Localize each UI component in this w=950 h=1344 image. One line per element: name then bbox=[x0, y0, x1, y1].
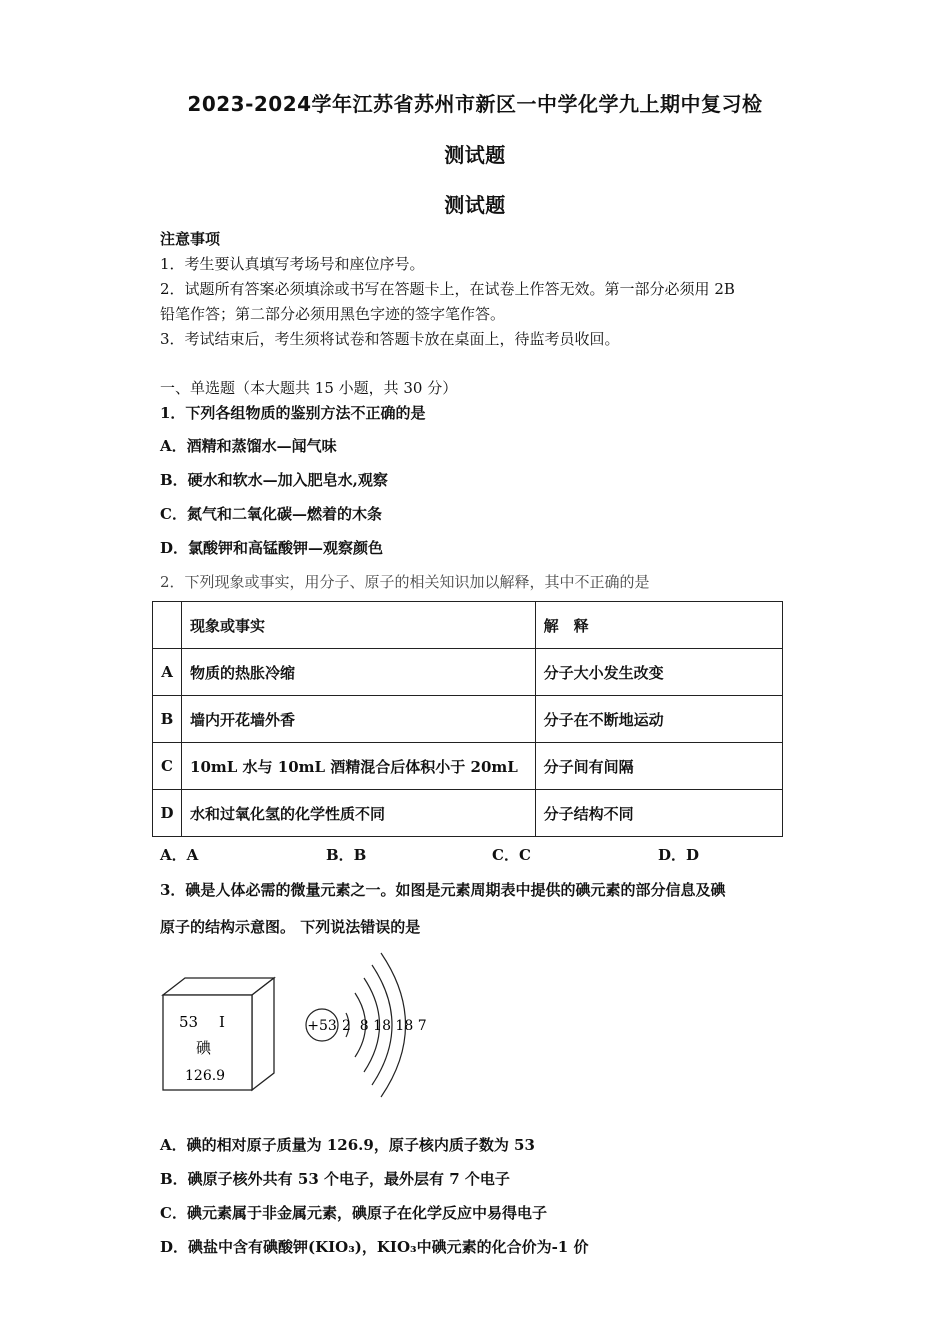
exam-title-line3: 测试题 bbox=[444, 193, 506, 217]
table-row bbox=[153, 696, 783, 743]
table-row bbox=[153, 790, 783, 837]
q3-stem-line1: 3．碘是人体必需的微量元素之一。如图是元素周期表中提供的碘元素的部分信息及碘 bbox=[160, 881, 726, 899]
table-cell: 分子结构不同 bbox=[535, 790, 782, 837]
table-cell: 分子大小发生改变 bbox=[535, 649, 782, 696]
exam-title-line1: 2023-2024学年江苏省苏州市新区一中学化学九上期中复习检 bbox=[187, 92, 763, 116]
shell-electrons: 2 8 18 18 7 bbox=[342, 1018, 427, 1034]
table-cell bbox=[153, 602, 182, 649]
element-name: 碘 bbox=[196, 1039, 212, 1057]
table-cell: 水和过氧化氢的化学性质不同 bbox=[182, 790, 536, 837]
element-cell bbox=[163, 978, 274, 1090]
q1-option-b: B．硬水和软水—加入肥皂水,观察 bbox=[160, 471, 388, 489]
table-cell: 解 释 bbox=[535, 602, 782, 649]
table-cell: D bbox=[153, 790, 182, 837]
atom-structure-diagram bbox=[306, 953, 427, 1097]
q3-stem-line2: 原子的结构示意图。 下列说法错误的是 bbox=[160, 918, 421, 936]
q2-stem: 2．下列现象或事实，用分子、原子的相关知识加以解释，其中不正确的是 bbox=[160, 573, 650, 591]
notice-item-2a: 2．试题所有答案必须填涂或书写在答题卡上，在试卷上作答无效。第一部分必须用 2B bbox=[160, 280, 735, 298]
table-cell: 分子在不断地运动 bbox=[535, 696, 782, 743]
table-header-row bbox=[153, 602, 783, 649]
table-cell: C bbox=[153, 743, 182, 790]
table-cell: 现象或事实 bbox=[182, 602, 536, 649]
table-cell: B bbox=[153, 696, 182, 743]
q1-option-c: C．氮气和二氧化碳—燃着的木条 bbox=[160, 505, 382, 523]
table-cell: 分子间有间隔 bbox=[535, 743, 782, 790]
iodine-figure bbox=[150, 945, 430, 1100]
notice-item-2b: 铅笔作答；第二部分必须用黑色字迹的签字笔作答。 bbox=[160, 305, 506, 323]
q2-option-b: B．B bbox=[326, 846, 367, 864]
q2-option-c: C．C bbox=[492, 846, 531, 864]
q1-option-a: A．酒精和蒸馏水—闻气味 bbox=[160, 437, 337, 455]
table-row bbox=[153, 743, 783, 790]
q3-option-c: C．碘元素属于非金属元素，碘原子在化学反应中易得电子 bbox=[160, 1204, 547, 1222]
q2-option-a: A．A bbox=[160, 846, 199, 864]
notice-item-1: 1．考生要认真填写考场号和座位序号。 bbox=[160, 255, 425, 273]
table-cell: 10mL 水与 10mL 酒精混合后体积小于 20mL bbox=[182, 743, 536, 790]
q3-option-b: B．碘原子核外共有 53 个电子，最外层有 7 个电子 bbox=[160, 1170, 510, 1188]
element-symbol: I bbox=[219, 1013, 225, 1031]
atomic-number: 53 bbox=[179, 1013, 199, 1031]
atomic-mass: 126.9 bbox=[185, 1068, 226, 1084]
table-row bbox=[153, 649, 783, 696]
table-cell: A bbox=[153, 649, 182, 696]
q3-option-d: D．碘盐中含有碘酸钾(KIO₃)，KIO₃中碘元素的化合价为-1 价 bbox=[160, 1238, 589, 1256]
q1-option-d: D．氯酸钾和高锰酸钾—观察颜色 bbox=[160, 539, 384, 557]
table-cell: 墙内开花墙外香 bbox=[182, 696, 536, 743]
notice-item-3: 3．考试结束后，考生须将试卷和答题卡放在桌面上，待监考员收回。 bbox=[160, 330, 620, 348]
q2-table bbox=[152, 601, 783, 837]
nucleus-label: +53 bbox=[307, 1018, 337, 1034]
section-heading: 一、单选题（本大题共 15 小题，共 30 分） bbox=[160, 379, 458, 397]
q3-option-a: A．碘的相对原子质量为 126.9，原子核内质子数为 53 bbox=[160, 1136, 535, 1154]
notice-heading: 注意事项 bbox=[160, 230, 221, 248]
table-cell: 物质的热胀冷缩 bbox=[182, 649, 536, 696]
q2-option-d: D．D bbox=[658, 846, 700, 864]
exam-title-line2: 测试题 bbox=[444, 143, 506, 167]
q1-stem: 1．下列各组物质的鉴别方法不正确的是 bbox=[160, 404, 426, 422]
